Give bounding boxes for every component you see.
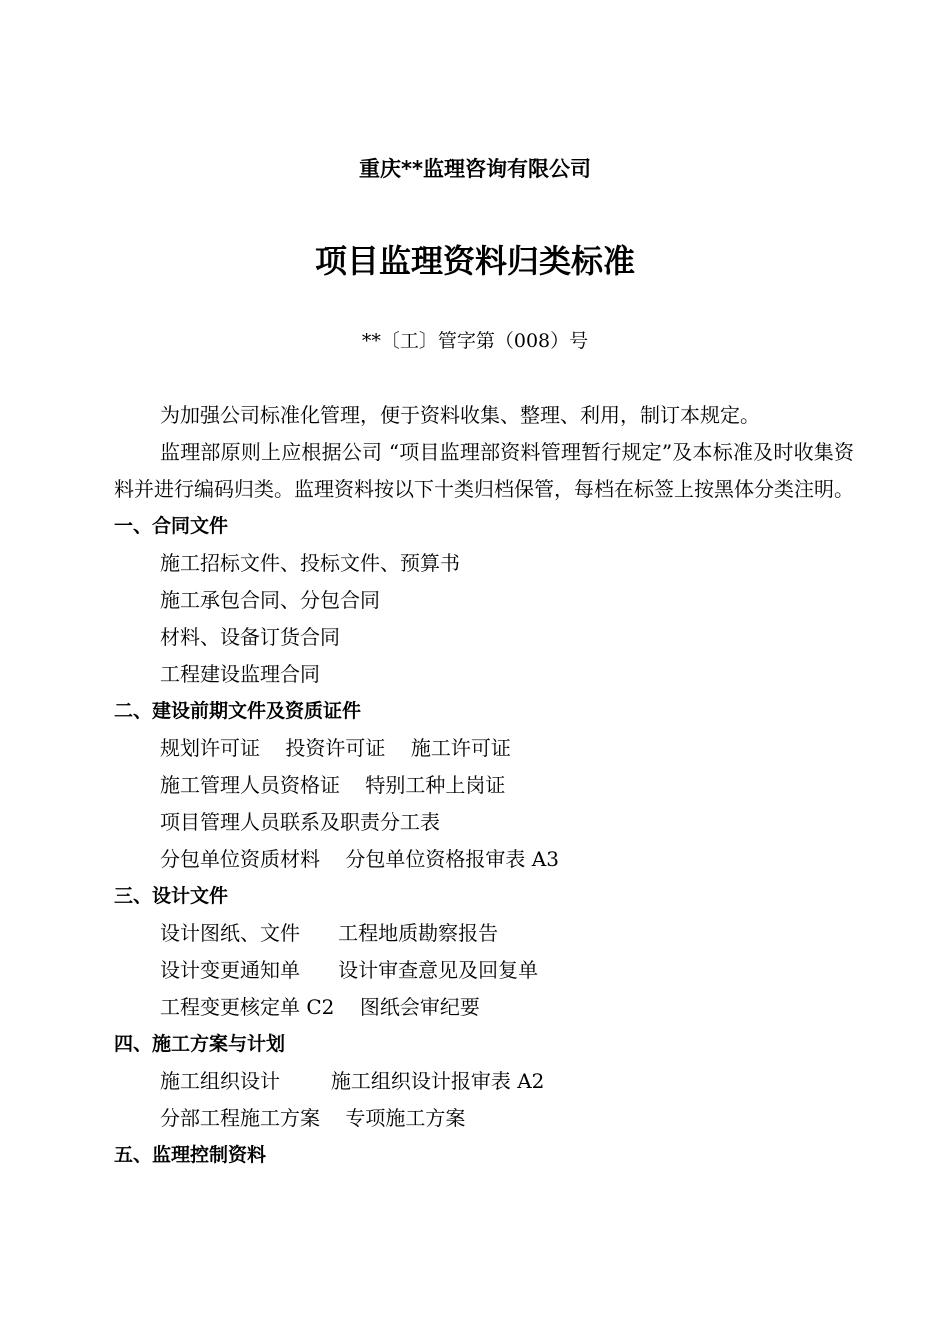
section-item: 施工招标文件、投标文件、预算书 [160,551,460,575]
section-item: 工程建设监理合同 [160,662,320,686]
section-item: 材料、设备订货合同 [160,625,340,649]
section-supervision-control [114,1137,854,1174]
intro-paragraph: 为加强公司标准化管理，便于资料收集、整理、利用，制订本规定。 [160,403,760,427]
document-number: **〔工〕管字第（008）号 [361,330,589,352]
section-item: 设计变更通知单 设计审查意见及回复单 [160,958,539,982]
section-heading: 二、建设前期文件及资质证件 [114,700,362,722]
document-body [114,397,854,1174]
section-heading: 四、施工方案与计划 [114,1033,286,1055]
section-item: 工程变更核定单 C2 图纸会审纪要 [160,995,480,1019]
section-heading: 三、设计文件 [114,885,229,907]
section-heading: 一、合同文件 [114,515,229,537]
section-item: 施工承包合同、分包合同 [160,588,380,612]
section-item: 项目管理人员联系及职责分工表 [160,810,440,834]
company-name: 重庆**监理咨询有限公司 [359,157,591,181]
section-item: 分部工程施工方案 专项施工方案 [160,1106,466,1130]
section-preconstruction [114,693,854,878]
section-item: 分包单位资质材料 分包单位资格报审表 A3 [160,847,559,871]
section-design [114,878,854,1026]
section-item: 施工管理人员资格证 特别工种上岗证 [160,773,506,797]
section-item: 设计图纸、文件 工程地质勘察报告 [160,921,499,945]
document-title: 项目监理资料归类标准 [314,242,635,280]
section-construction-plans [114,1026,854,1137]
intro-paragraph: 监理部原则上应根据公司 “项目监理部资料管理暂行规定”及本标准及时收集资料并进行编码归类。监理资料按以下十类归档保管，每档在标签上按黑体分类注明。 [114,440,854,501]
section-contracts [114,508,854,693]
section-item: 规划许可证 投资许可证 施工许可证 [160,736,511,760]
section-heading: 五、监理控制资料 [114,1144,267,1166]
section-item: 施工组织设计 施工组织设计报审表 A2 [160,1069,545,1093]
